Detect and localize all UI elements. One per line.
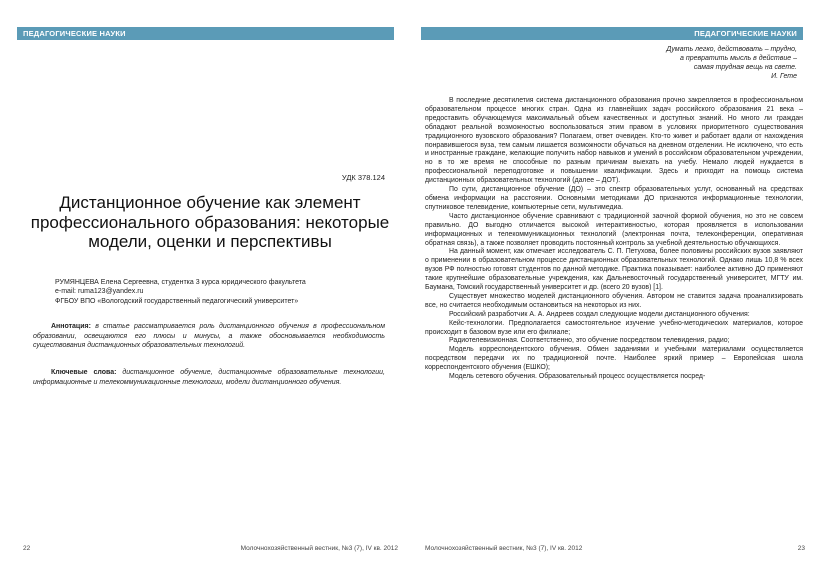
page-number: 22 [23,545,31,552]
body-paragraph: Модель корреспондентского обучения. Обмен заданиями и учебными материалами осуществляется посредством передачи их по традиционной почте. Наиболее яркий пример – Европейская школа корреспондентского обучения (ЕШКО); [425,346,803,372]
journal-name: Молочнохозяйственный вестник, №3 (7), IV кв. 2012 [240,545,398,552]
section-header-bar: ПЕДАГОГИЧЕСКИЕ НАУКИ [421,27,803,40]
body-paragraph: Модель сетевого обучения. Образовательный процесс осуществляется посред- [449,373,706,381]
keywords-label: Ключевые слова: [51,369,117,376]
epigraph-line: а превратить мысль в действие – [680,55,797,62]
author-email: e-mail: ruma123@yandex.ru [55,288,144,296]
epigraph-line: Думать легко, действовать – трудно, [666,46,797,53]
abstract [33,322,385,351]
body-paragraph: Кейс-технологии. Предполагается самостоятельное изучение учебно-методических материалов, которое происходит в базовом вузе или его филиале; [425,319,803,336]
article-body [425,97,803,382]
body-paragraph: В последние десятилетия система дистанционного образования прочно закрепляется в профессиональном образовательном процессе многих стран. Одна из главнейших задач российского образования 21 века – предоставить обучающемуся максимальный объем качественных и доступных знаний. Но много ли граждан обладают реальной возможностью воспользоваться этим правом в условиях приоритетного существования традиционного вузовского образования? Полагаем, ответ очевиден. Кто-то живет и работает вдали от нахождения понравившегося вуза, тем самым лишается возможности обучаться на дневном отделении. Не исключено, что есть и иностранные граждане, желающие получить набор навыков и умений в российском образовательном учреждении, но в то же время не способные по разным причинам выехать на учебу. Немало людей нуждается в профессиональной переподготовке и повышении квалификации. Здесь и приходит на помощь система дистанционных образовательных технологий (далее – ДОТ). [425,97,803,185]
abstract-text: в статье рассматривается роль дистанционного обучения в профессиональном образовании, освещаются его плюсы и минусы, а также обосновывается необходимость существования дистанционных образовательных технологий. [33,323,385,350]
body-paragraph: На данный момент, как отмечает исследователь С. П. Петухова, более половины российских вузов заявляют о применении в образовательном процессе дистанционных образовательных технологий. Однако лишь 10,8 % всех вузов РФ полностью готовят студентов по данной методике. Практика показывает: наиболее активно ДО применяют такие крупнейшие образовательные учреждения, как Дальневосточный государственный университет, МГТУ им. Баумана, Томский государственный университет и др. (всего 20 вузов) [1]. [425,248,803,292]
abstract-label: Аннотация: [51,323,91,330]
journal-name: Молочнохозяйственный вестник, №3 (7), IV кв. 2012 [425,545,583,552]
author-block [55,278,385,306]
keywords-text: дистанционное обучение, дистанционные образовательные технологии, информационные и телекоммуникационные технологии, модели дистанционного обучения. [33,369,385,386]
body-paragraph: Существует множество моделей дистанционного обучения. Автором не ставится задача проанализировать все, но считается необходимым остановиться на некоторых из них. [425,292,803,309]
body-paragraph: Российский разработчик А. А. Андреев создал следующие модели дистанционного обучения: [449,310,750,318]
keywords [33,368,385,387]
author-affiliation: ФГБОУ ВПО «Вологодский государственный педагогический университет» [55,297,299,305]
right-page [410,0,820,580]
udk-code: УДК 378.124 [341,173,385,182]
body-paragraph: Часто дистанционное обучение сравнивают с традиционной заочной формой обучения, но это не совсем правильно. ДО выгодно отличается высокой интерактивностью, которая проявляется в использовании информационных и телекоммуникационных технологий (электронная почта, телеконференции, оперативная обратная связь), а также позволяет проводить постоянный контроль за учебной деятельностью обучающихся. [425,212,803,247]
epigraph [537,45,797,81]
author-name: РУМЯНЦЕВА Елена Сергеевна, студентка 3 курса юридического факультета [55,279,306,286]
body-paragraph: Радиотелевизионная. Соответственно, это обучение посредством телевидения, радио; [449,337,730,345]
page-number: 23 [797,545,805,552]
body-paragraph: По сути, дистанционное обучение (ДО) – это спектр образовательных услуг, основанный на средствах обмена информации на расстоянии. Основными методиками ДО признаются информационные технологии, спутниковое телевидение, компьютерные сети, мультимедиа. [425,186,803,211]
epigraph-author: И. Гете [771,73,797,80]
epigraph-line: самая трудная вещь на свете. [693,64,797,71]
section-header-bar: ПЕДАГОГИЧЕСКИЕ НАУКИ [17,27,394,40]
article-title: Дистанционное обучение как элемент профессионального образования: некоторые модели, оценки и перспективы [30,193,390,251]
